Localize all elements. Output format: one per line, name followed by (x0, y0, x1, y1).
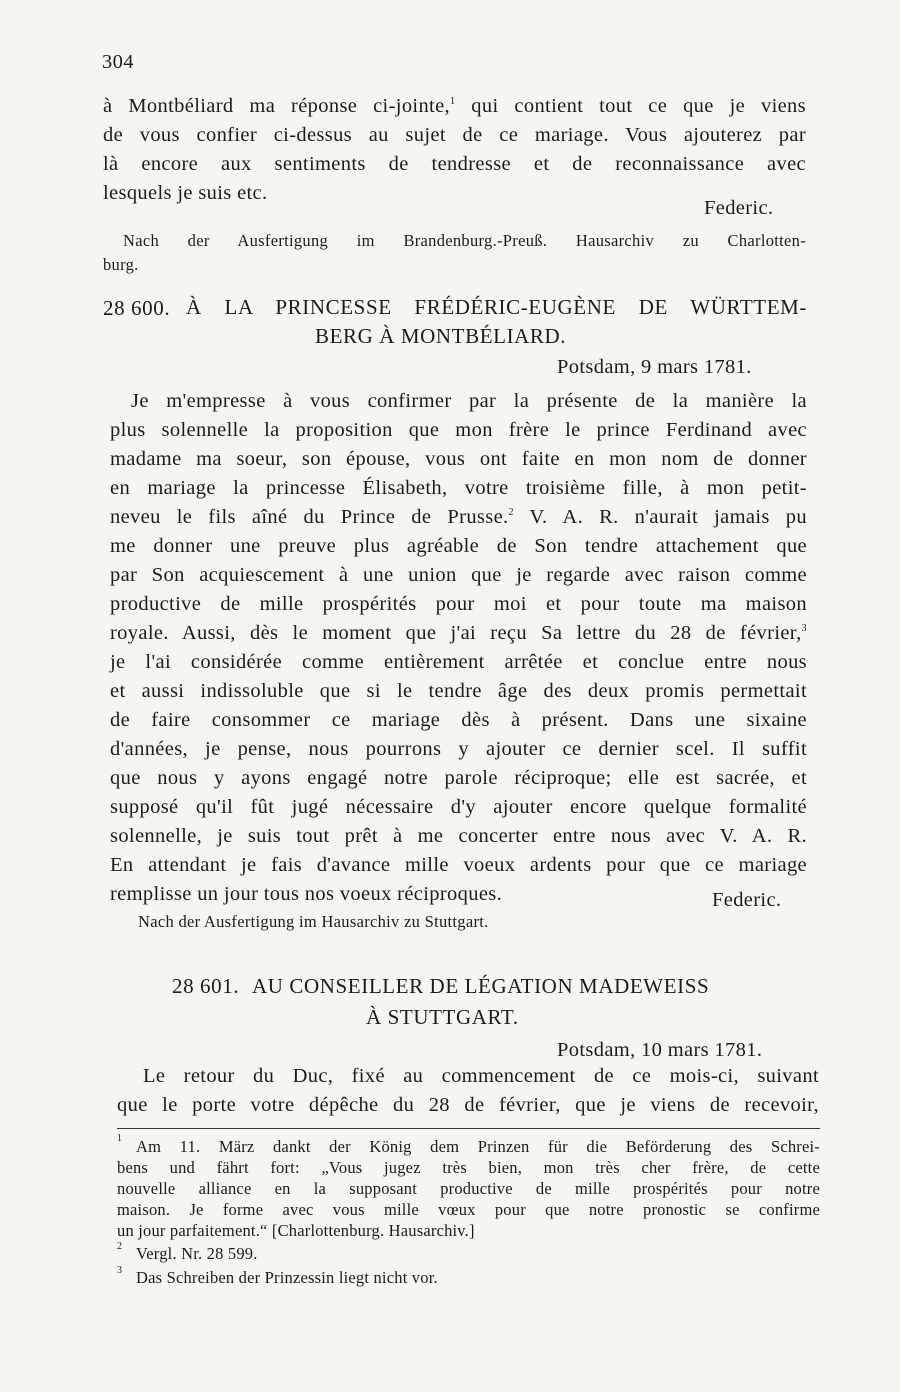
footnote-2-marker: 2 (117, 1241, 123, 1252)
letter-28600-line-13: d'années, je pense, nous pourrons y ajouter ce dernier scel. Il suffit (110, 738, 807, 760)
letter-28600-line-8: productive de mille prospérités pour moi et pour toute ma maison (110, 593, 807, 615)
letter-28600-line-2: plus solennelle la proposition que mon frère le prince Ferdinand avec (110, 419, 807, 441)
letter-28601-number: 28 601. (172, 974, 240, 998)
letter-28600-dateline: Potsdam, 9 mars 1781. (557, 356, 752, 378)
letter-28600-line-4: en mariage la princesse Élisabeth, votre troisième fille, à mon petit- (110, 477, 807, 499)
footnote-ref-1[interactable]: 1 (450, 96, 456, 107)
letter-28601-dateline: Potsdam, 10 mars 1781. (557, 1039, 763, 1061)
letter-28600-line-9: royale. Aussi, dès le moment que j'ai reçu Sa lettre du 28 de février,$^3$ (110, 622, 807, 644)
letter-28600-line-18: remplisse un jour tous nos voeux réciproques. (110, 883, 503, 905)
letter-28600-heading-line-2: BERG À MONTBÉLIARD. (315, 324, 567, 348)
letter-28599-signature: Federic. (704, 197, 774, 219)
letter-28600-line-3: madame ma soeur, son épouse, vous ont faite en mon nom de donner (110, 448, 807, 470)
footnote-1-line-4: maison. Je forme avec vous mille vœux pour que notre pronostic se confirme (117, 1200, 820, 1219)
letter-28600-line-1: Je m'empresse à vous confirmer par la présente de la manière la (131, 390, 807, 412)
letter-28600-line-10: je l'ai considérée comme entièrement arrêtée et conclue entre nous (110, 651, 807, 673)
letter-28599-source-note-line-2: burg. (103, 255, 139, 274)
footnote-3-line-1: Das Schreiben der Prinzessin liegt nicht vor. (136, 1268, 438, 1287)
letter-28601-line-2: que le porte votre dépêche du 28 de février, que je viens de recevoir, (117, 1094, 819, 1116)
letter-28599-line-2: de vous confier ci-dessus au sujet de ce mariage. Vous ajouterez par (103, 124, 806, 146)
letter-28600-line-12: de faire consommer ce mariage dès à présent. Dans une sixaine (110, 709, 807, 731)
letter-28599-line-4: lesquels je suis etc. (103, 182, 268, 204)
footnote-1-line-5: un jour parfaitement.“ [Charlottenburg. Hausarchiv.] (117, 1221, 475, 1240)
letter-28601-heading-line-2: À STUTTGART. (366, 1005, 519, 1029)
footnote-ref-2[interactable]: 2 (508, 507, 514, 518)
letter-28601-heading-line-1: AU CONSEILLER DE LÉGATION MADEWEISS (252, 974, 710, 998)
footnote-ref-3[interactable]: 3 (801, 623, 807, 634)
letter-28600-line-15: supposé qu'il fût jugé nécessaire d'y ajouter encore quelque formalité (110, 796, 807, 818)
page-number: 304 (102, 51, 134, 73)
footnote-1-marker: 1 (117, 1133, 123, 1144)
footnote-3-marker: 3 (117, 1265, 123, 1276)
letter-28600-signature: Federic. (712, 889, 782, 911)
footnote-1-line-3: nouvelle alliance en la supposant productive de mille prospérités pour notre (117, 1179, 820, 1198)
letter-28600-line-5: neveu le fils aîné du Prince de Prusse.$^2$ V. A. R. n'aurait jamais pu (110, 506, 807, 528)
letter-28600-heading-line-1: À LA PRINCESSE FRÉDÉRIC-EUGÈNE DE WÜRTTEM- (186, 295, 807, 319)
letter-28601-line-1: Le retour du Duc, fixé au commencement de ce mois-ci, suivant (143, 1065, 819, 1087)
footnote-1-line-1: Am 11. März dankt der König dem Prinzen für die Beförderung des Schrei- (136, 1137, 820, 1156)
letter-28599-line-1: à Montbéliard ma réponse ci-jointe,$^1$ qui contient tout ce que je viens (103, 95, 806, 117)
letter-28600-line-17: En attendant je fais d'avance mille voeux ardents pour que ce mariage (110, 854, 807, 876)
letter-28600-number: 28 600. (103, 296, 171, 320)
letter-28600-line-7: par Son acquiescement à une union que je regarde avec raison comme (110, 564, 807, 586)
footnote-2-line-1: Vergl. Nr. 28 599. (136, 1244, 258, 1263)
letter-28599-source-note-line-1: Nach der Ausfertigung im Brandenburg.-Preuß. Hausarchiv zu Charlotten- (123, 231, 806, 250)
letter-28600-line-14: que nous y ayons engagé notre parole réciproque; elle est sacrée, et (110, 767, 807, 789)
letter-28600-line-11: et aussi indissoluble que si le tendre âge des deux promis permettait (110, 680, 807, 702)
letter-28600-line-16: solennelle, je suis tout prêt à me concerter entre nous avec V. A. R. (110, 825, 807, 847)
letter-28600-source-note: Nach der Ausfertigung im Hausarchiv zu Stuttgart. (138, 912, 489, 931)
letter-28600-line-6: me donner une preuve plus agréable de Son tendre attachement que (110, 535, 807, 557)
footnote-separator (117, 1128, 820, 1129)
footnote-1-line-2: bens und fährt fort: „Vous jugez très bien, mon très cher frère, de cette (117, 1158, 820, 1177)
letter-28599-line-3: là encore aux sentiments de tendresse et de reconnaissance avec (103, 153, 806, 175)
